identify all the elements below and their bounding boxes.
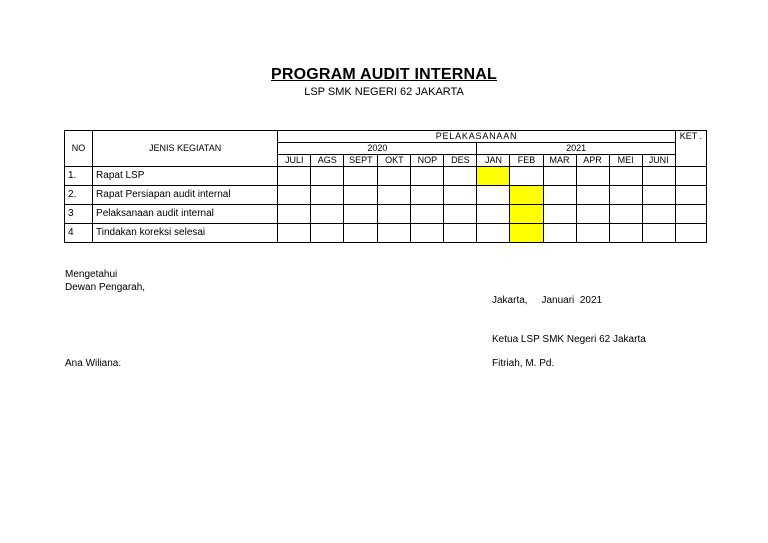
header-no: NO <box>65 131 93 167</box>
header-month: FEB <box>510 155 543 167</box>
schedule-cell <box>278 186 311 205</box>
header-month: JAN <box>477 155 510 167</box>
schedule-cell <box>642 224 675 243</box>
schedule-cell <box>344 186 378 205</box>
schedule-cell <box>609 186 642 205</box>
header-activity: JENIS KEGIATAN <box>93 131 278 167</box>
schedule-cell <box>510 167 543 186</box>
row-activity: Rapat LSP <box>93 167 278 186</box>
header-month: OKT <box>378 155 411 167</box>
schedule-cell <box>543 224 576 243</box>
schedule-cell <box>609 224 642 243</box>
schedule-cell <box>378 186 411 205</box>
schedule-cell-active <box>510 186 543 205</box>
header-year-2021: 2021 <box>477 143 675 155</box>
document-subtitle: LSP SMK NEGERI 62 JAKARTA <box>304 86 464 98</box>
signature-left-block <box>65 268 145 294</box>
left-role: Dewan Pengarah, <box>65 282 146 293</box>
schedule-cell <box>642 186 675 205</box>
header-month: APR <box>576 155 609 167</box>
schedule-cell <box>576 186 609 205</box>
schedule-cell <box>378 167 411 186</box>
header-month: JULI <box>278 155 311 167</box>
schedule-cell <box>411 205 444 224</box>
schedule-cell <box>311 205 344 224</box>
schedule-cell <box>642 167 675 186</box>
right-role: Ketua LSP SMK Negeri 62 Jakarta <box>492 334 646 345</box>
schedule-cell <box>576 224 609 243</box>
row-note <box>675 186 706 205</box>
header-month: MEI <box>609 155 642 167</box>
header-note: KET . <box>675 131 706 167</box>
place-date: Jakarta, Januari 2021 <box>492 295 603 306</box>
acknowledge-label: Mengetahui <box>65 269 118 280</box>
schedule-cell <box>477 186 510 205</box>
schedule-cell <box>543 186 576 205</box>
schedule-cell <box>576 205 609 224</box>
table-row <box>65 186 707 205</box>
schedule-cell-active <box>510 224 543 243</box>
schedule-cell <box>444 205 477 224</box>
schedule-cell <box>344 224 378 243</box>
schedule-cell <box>311 224 344 243</box>
schedule-cell <box>311 167 344 186</box>
row-number: 3 <box>65 205 93 224</box>
row-activity: Pelaksanaan audit internal <box>93 205 278 224</box>
schedule-cell <box>278 167 311 186</box>
header-execution: PELAKASANAAN <box>278 131 676 143</box>
document-title: PROGRAM AUDIT INTERNAL <box>270 66 498 83</box>
row-activity: Rapat Persiapan audit internal <box>93 186 278 205</box>
schedule-cell <box>543 205 576 224</box>
schedule-cell <box>344 205 378 224</box>
schedule-cell <box>278 224 311 243</box>
schedule-cell <box>311 186 344 205</box>
schedule-cell <box>609 205 642 224</box>
row-number: 1. <box>65 167 93 186</box>
header-month: JUNI <box>642 155 675 167</box>
row-number: 2. <box>65 186 93 205</box>
header-month: SEPT <box>344 155 378 167</box>
schedule-cell <box>411 186 444 205</box>
header-month: MAR <box>543 155 576 167</box>
schedule-cell <box>444 167 477 186</box>
schedule-cell-active <box>477 167 510 186</box>
left-signer-name: Ana Wiliana. <box>65 358 122 369</box>
header-month: AGS <box>311 155 344 167</box>
header-month: NOP <box>411 155 444 167</box>
schedule-cell <box>609 167 642 186</box>
schedule-cell <box>477 205 510 224</box>
row-activity: Tindakan koreksi selesai <box>93 224 278 243</box>
table-row <box>65 224 707 243</box>
right-signer-name: Fitriah, M. Pd. <box>492 358 555 369</box>
schedule-cell <box>543 167 576 186</box>
row-note <box>675 205 706 224</box>
schedule-cell <box>477 224 510 243</box>
header-year-2020: 2020 <box>278 143 477 155</box>
schedule-cell <box>411 224 444 243</box>
schedule-cell-active <box>510 205 543 224</box>
table-row <box>65 205 707 224</box>
schedule-cell <box>278 205 311 224</box>
audit-schedule-table <box>64 130 707 243</box>
row-number: 4 <box>65 224 93 243</box>
schedule-cell <box>378 224 411 243</box>
schedule-cell <box>344 167 378 186</box>
schedule-cell <box>642 205 675 224</box>
table-row <box>65 167 707 186</box>
row-note <box>675 224 706 243</box>
schedule-cell <box>576 167 609 186</box>
row-note <box>675 167 706 186</box>
schedule-cell <box>444 224 477 243</box>
signature-right-block <box>492 268 646 359</box>
schedule-cell <box>444 186 477 205</box>
schedule-cell <box>378 205 411 224</box>
header-month: DES <box>444 155 477 167</box>
schedule-cell <box>411 167 444 186</box>
